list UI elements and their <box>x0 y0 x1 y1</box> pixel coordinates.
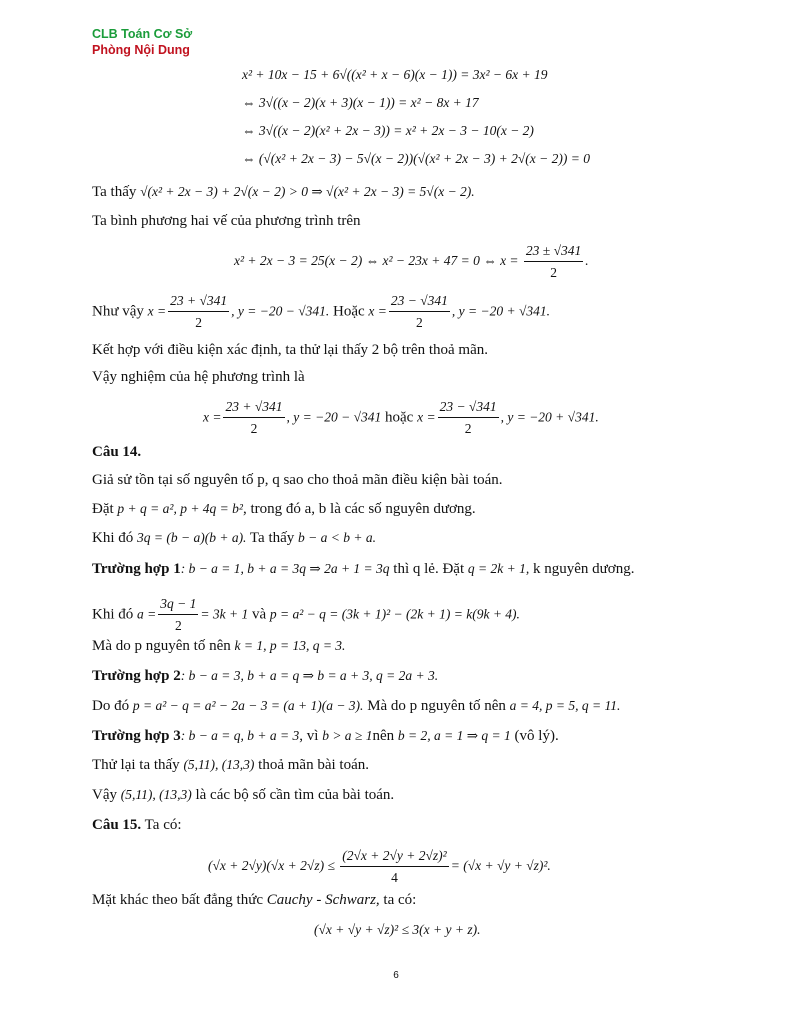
fraction-denominator: 2 <box>416 315 423 330</box>
fraction-numerator: (2√x + 2√y + 2√z)² <box>340 847 448 867</box>
club-name: CLB Toán Cơ Sở <box>92 27 193 41</box>
case-3-inequality: b > a ≥ 1 <box>322 728 373 743</box>
case-3-text-2: nên <box>372 728 395 744</box>
conclusion-sentence: Vậy nghiệm của hệ phương trình là <box>92 369 305 385</box>
case-1-equation: : b − a = 1, b + a = 3q ⇒ 2a + 1 = 3q <box>180 561 390 576</box>
factorization-text: Khi đó <box>92 530 134 546</box>
case-2-line <box>92 667 438 685</box>
derivation-text: Khi đó <box>92 606 134 623</box>
case-1-line <box>92 560 634 578</box>
answer-note: là các bộ số cần tìm của bài toán. <box>195 787 395 803</box>
inequality-rhs: = (√x + √y + √z)². <box>450 858 551 874</box>
fraction-numerator: 23 ± √341 <box>524 242 583 262</box>
inequality: b − a < b + a. <box>298 530 376 545</box>
cauchy-schwarz-name: Cauchy - Schwarz, <box>266 892 380 908</box>
factorization-equation: 3q = (b − a)(b + a). <box>137 530 247 545</box>
equation-line-2: ⇔ 3√((x − 2)(x + 3)(x − 1)) = x² − 8x + 17 <box>242 95 479 110</box>
fraction-numerator: 23 − √341 <box>438 398 499 418</box>
equation-line-1: x² + 10x − 15 + 6√((x² + x − 6)(x − 1)) = 3x² − 6x + 19 <box>242 67 548 82</box>
or-word: Hoặc <box>333 303 365 320</box>
fraction-denominator: 2 <box>174 618 182 633</box>
y-value-2: , y = −20 + √341. <box>451 303 551 319</box>
cauchy-text: Mặt khác theo bất đẳng thức <box>92 892 263 908</box>
x-label-2: x = <box>417 409 436 425</box>
equation-line-4: ⇔ (√(x² + 2x − 3) − 5√(x − 2))(√(x² + 2x − 3) + 2√(x − 2)) = 0 <box>242 151 590 166</box>
quadratic-end: . <box>585 253 589 269</box>
x-fraction-2 <box>438 398 499 438</box>
derivation-text: Do đó <box>92 698 130 714</box>
x-fraction-1 <box>168 292 229 332</box>
fraction-numerator: 23 + √341 <box>223 398 284 418</box>
inequality-lhs: (√x + 2√y)(√x + 2√z) ≤ <box>208 858 335 874</box>
p-expression: p = a² − q = a² − 2a − 3 = (a + 1)(a − 3). <box>132 698 364 713</box>
a-value: = 3k + 1 <box>200 606 249 622</box>
factorization-line <box>92 529 376 547</box>
fraction-denominator: 2 <box>250 421 258 436</box>
fraction-denominator: 2 <box>195 315 202 330</box>
y-value-2: , y = −20 + √341. <box>500 409 599 425</box>
x-label-1: x = <box>147 303 167 319</box>
question-15-line <box>92 816 182 834</box>
case-1-result <box>92 637 345 655</box>
fraction-numerator: 23 + √341 <box>168 292 229 312</box>
answer-text: Vậy <box>92 787 117 803</box>
case-3-label: Trường hợp 3 <box>92 728 181 744</box>
case-2-derivation <box>92 697 620 715</box>
cauchy-inequality: (√x + √y + √z)² ≤ 3(x + y + z). <box>314 922 481 937</box>
case-3-line <box>92 727 559 745</box>
fraction-denominator: 2 <box>464 421 472 436</box>
substitution-line <box>92 500 476 518</box>
am-gm-inequality <box>208 847 551 887</box>
factorization-note: Ta thấy <box>249 530 295 546</box>
quadratic-equation <box>234 242 589 282</box>
substitution-text: Đặt <box>92 501 114 517</box>
case-1-equation-2: q = 2k + 1, <box>467 561 530 576</box>
result-text: Mà do p nguyên tố nên <box>367 698 506 714</box>
a-fraction <box>158 595 198 635</box>
observation-text: Ta thấy <box>92 184 137 200</box>
fraction-denominator: 4 <box>391 870 398 885</box>
question-14-heading: Câu 14. <box>92 444 142 460</box>
case-1-derivation <box>92 595 520 635</box>
department-name: Phòng Nội Dung <box>92 43 190 57</box>
and-word: và <box>251 606 267 623</box>
or-word: hoặc <box>385 409 414 426</box>
p-expression: p = a² − q = (3k + 1)² − (2k + 1) = k(9k + 4). <box>269 606 520 622</box>
x-fraction-2 <box>389 292 450 332</box>
assumption-sentence: Giả sử tồn tại số nguyên tố p, q sao cho thoả mãn điều kiện bài toán. <box>92 472 503 488</box>
result-equation: a = 4, p = 5, q = 11. <box>509 698 621 713</box>
x-fraction-1 <box>223 398 284 438</box>
substitution-equation: p + q = a², p + 4q = b² <box>117 501 243 516</box>
case-2-label: Trường hợp 2 <box>92 668 181 684</box>
case-1-text: thì q lẻ. Đặt <box>393 561 465 577</box>
check-line <box>92 756 369 774</box>
cauchy-text-2: ta có: <box>383 892 417 908</box>
a-label: a = <box>137 606 157 622</box>
y-value-1: , y = −20 − √341. <box>231 303 330 319</box>
observation-equation: √(x² + 2x − 3) + 2√(x − 2) > 0 ⇒ √(x² + 2x − 3) = 5√(x − 2). <box>140 184 475 199</box>
case-1-note: k nguyên dương. <box>532 561 635 577</box>
result-text: Mà do p nguyên tố nên <box>92 638 231 654</box>
substitution-note: , trong đó a, b là các số nguyên dương. <box>242 501 476 517</box>
case-3-result: b = 2, a = 1 ⇒ q = 1 <box>397 728 511 743</box>
final-solutions <box>203 398 599 438</box>
answer-line <box>92 786 394 804</box>
y-value-1: , y = −20 − √341 <box>286 409 382 425</box>
case-3-text: , vì <box>299 728 319 744</box>
x-label-1: x = <box>203 409 222 425</box>
case-1-label: Trường hợp 1 <box>92 561 181 577</box>
solutions-summary <box>92 292 550 332</box>
fraction-denominator: 2 <box>550 265 557 280</box>
answer-pairs: (5,11), (13,3) <box>120 787 192 802</box>
case-2-equation: : b − a = 3, b + a = q ⇒ b = a + 3, q = 2a + 3. <box>180 668 439 683</box>
verification-sentence: Kết hợp với điều kiện xác định, ta thử lại thấy 2 bộ trên thoả mãn. <box>92 342 488 358</box>
x-label-2: x = <box>368 303 387 319</box>
check-text: Thử lại ta thấy <box>92 757 180 773</box>
cauchy-schwarz-line <box>92 891 416 909</box>
solutions-intro: Như vậy <box>92 303 144 320</box>
fraction-numerator: 3q − 1 <box>158 595 198 615</box>
page-number: 6 <box>393 970 399 981</box>
fraction-numerator: 23 − √341 <box>389 292 450 312</box>
check-pairs: (5,11), (13,3) <box>183 757 255 772</box>
result-equation: k = 1, p = 13, q = 3. <box>234 638 346 653</box>
squaring-sentence: Ta bình phương hai vế của phương trình trên <box>92 213 361 229</box>
equation-line-3: ⇔ 3√((x − 2)(x² + 2x − 3)) = x² + 2x − 3 − 10(x − 2) <box>242 123 534 138</box>
quadratic-root-fraction <box>524 242 583 282</box>
question-15-heading: Câu 15. <box>92 817 142 833</box>
observation-line <box>92 183 475 201</box>
quadratic-lhs: x² + 2x − 3 = 25(x − 2) ⇔ x² − 23x + 47 = 0 ⇔ x = <box>234 253 519 269</box>
contradiction-note: (vô lý). <box>514 728 559 744</box>
check-note: thoả mãn bài toán. <box>258 757 369 773</box>
question-15-intro: Ta có: <box>144 817 182 833</box>
case-3-equation: : b − a = q, b + a = 3 <box>180 728 300 743</box>
inequality-fraction <box>340 847 448 887</box>
